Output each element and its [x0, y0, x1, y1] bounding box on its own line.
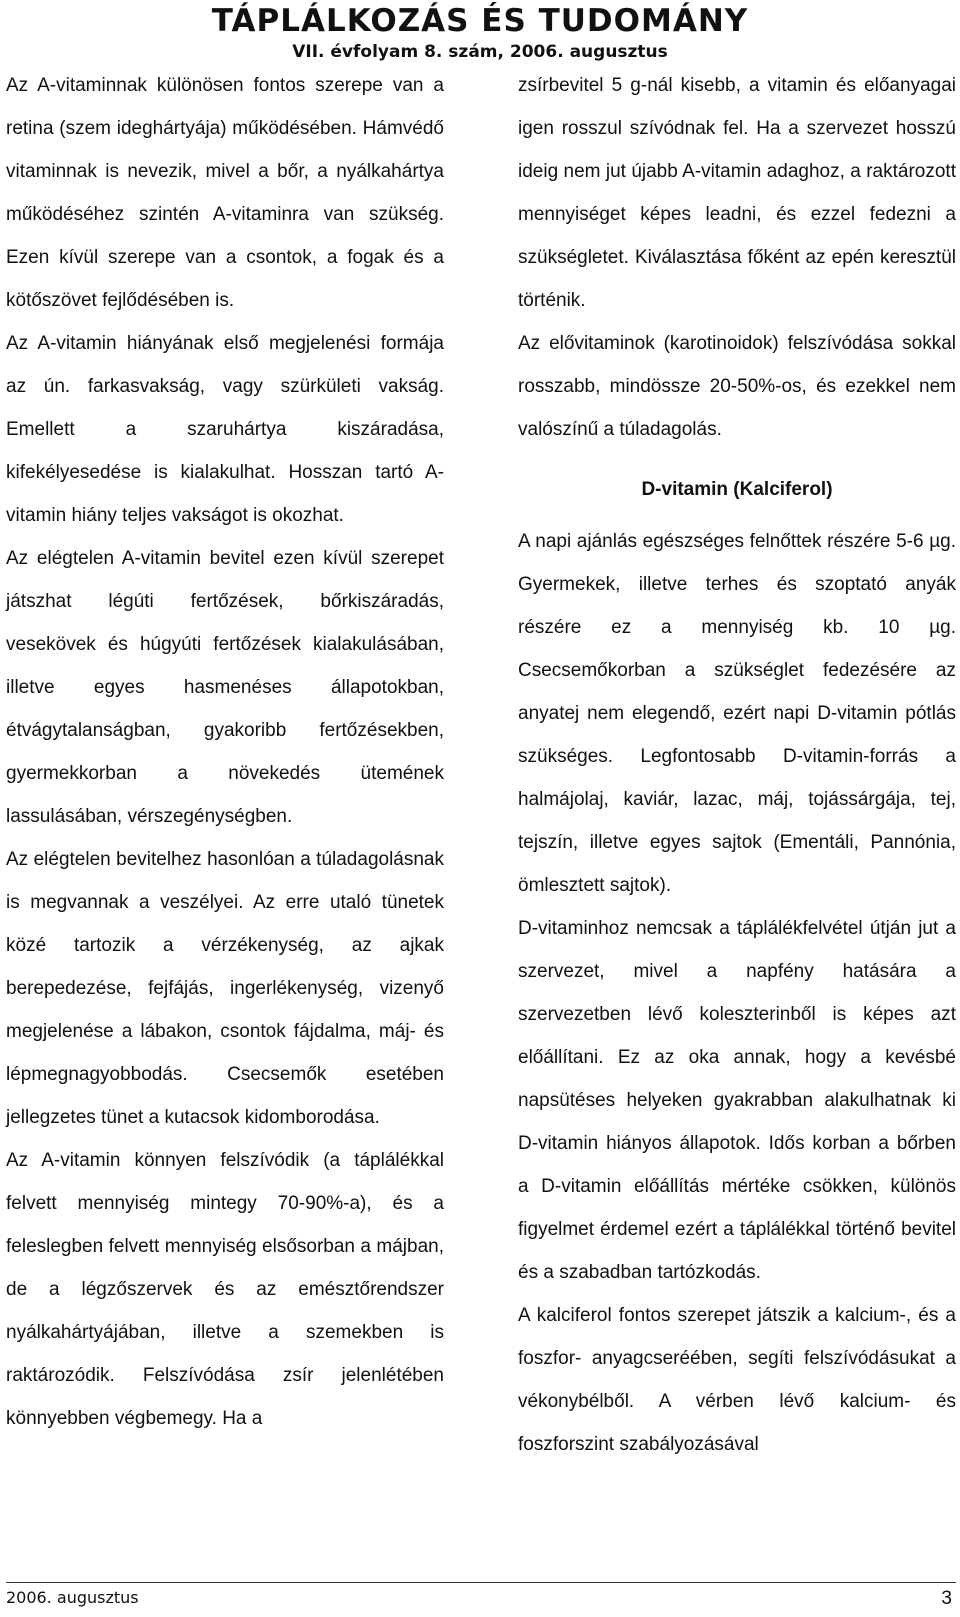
footer-divider — [6, 1582, 956, 1583]
paragraph: Az A-vitamin könnyen felszívódik (a táplálékkal felvett mennyiség mintegy 70-90%-a), és a feleslegben felvett mennyiség elsősorban a májban, de a légzőszervek és az emésztőrendszer nyálkahártyájában, illetve a szemekben is raktározódik. Felszívódása zsír jelenlétében könnyebben végbemegy. Ha a — [6, 1150, 444, 1429]
left-column — [6, 64, 444, 1440]
paragraph: D-vitaminhoz nemcsak a táplálékfelvétel útján jut a szervezet, mivel a napfény hatására a szervezetben lévő koleszterinből is képes azt előállítani. Ez az oka annak, hogy a kevésbé napsütéses helyeken gyakrabban alakulhatnak ki D-vitamin hiányos állapotok. Idős korban a bőrben a D-vitamin előállítás mértéke csökken, különös figyelmet érdemel ezért a táplálékkal történő bevitel és a szabadban tartózkodás. — [518, 918, 956, 1283]
paragraph: zsírbevitel 5 g-nál kisebb, a vitamin és előanyagai igen rosszul szívódnak fel. Ha a szervezet hosszú ideig nem jut újabb A-vitamin adaghoz, a raktározott mennyiséget képes leadni, és ezzel fedezni a szükségletet. Kiválasztása főként az epén keresztül történik. — [518, 75, 956, 311]
paragraph: A napi ajánlás egészséges felnőttek részére 5-6 µg. Gyermekek, illetve terhes és szoptató anyák részére ez a mennyiség kb. 10 µg. Csecsemőkorban a szükséglet fedezésére az anyatej nem elegendő, ezért napi D-vitamin pótlás szükséges. Legfontosabb D-vitamin-forrás a halmájolaj, kaviár, lazac, máj, tojássárgája, tej, tejszín, illetve egyes sajtok (Ementáli, Pannónia, ömlesztett sajtok). — [518, 531, 956, 896]
right-column — [518, 64, 956, 1466]
footer-date: 2006. augusztus — [6, 1588, 139, 1607]
paragraph: A kalciferol fontos szerepet játszik a kalcium-, és a foszfor- anyagcseréében, segíti felszívódásukat a vékonybélből. A vérben lévő kalcium- és foszforszint szabályozásával — [518, 1305, 956, 1455]
issue-info: VII. évfolyam 8. szám, 2006. augusztus — [292, 42, 668, 62]
paragraph: Az A-vitamin hiányának első megjelenési formája az ún. farkasvakság, vagy szürkületi vakság. Emellett a szaruhártya kiszáradása, kifekélyesedése is kialakulhat. Hosszan tartó A-vitamin hiány teljes vakságot is okozhat. — [6, 333, 444, 526]
paragraph: Az elégtelen bevitelhez hasonlóan a túladagolásnak is megvannak a veszélyei. Az erre utaló tünetek közé tartozik a vérzékenység, az ajkak berepedezése, fejfájás, ingerlékenység, vizenyő megjelenése a lábakon, csontok fájdalma, máj- és lépmegnagyobbodás. Csecsemők esetében jellegzetes tünet a kutacsok kidomborodása. — [6, 849, 444, 1128]
paragraph: Az elővitaminok (karotinoidok) felszívódása sokkal rosszabb, mindössze 20-50%-os, és ezekkel nem valószínű a túladagolás. — [518, 333, 956, 440]
paragraph: Az elégtelen A-vitamin bevitel ezen kívül szerepet játszhat légúti fertőzések, bőrkiszáradás, vesekövek és húgyúti fertőzések kialakulásában, illetve egyes hasmenéses állapotokban, étvágytalanságban, gyakoribb fertőzésekben, gyermekkorban a növekedés ütemének lassulásában, vérszegénységben. — [6, 548, 444, 827]
paragraph: Az A-vitaminnak különösen fontos szerepe van a retina (szem ideghártyája) működésében. Hámvédő vitaminnak is nevezik, mivel a bőr, a nyálkahártya működéséhez szintén A-vitaminra van szükség. Ezen kívül szerepe van a csontok, a fogak és a kötőszövet fejlődésében is. — [6, 75, 444, 311]
section-heading: D-vitamin (Kalciferol) — [641, 479, 833, 500]
page-number: 3 — [941, 1588, 952, 1609]
journal-title: TÁPLÁLKOZÁS ÉS TUDOMÁNY — [211, 3, 749, 39]
